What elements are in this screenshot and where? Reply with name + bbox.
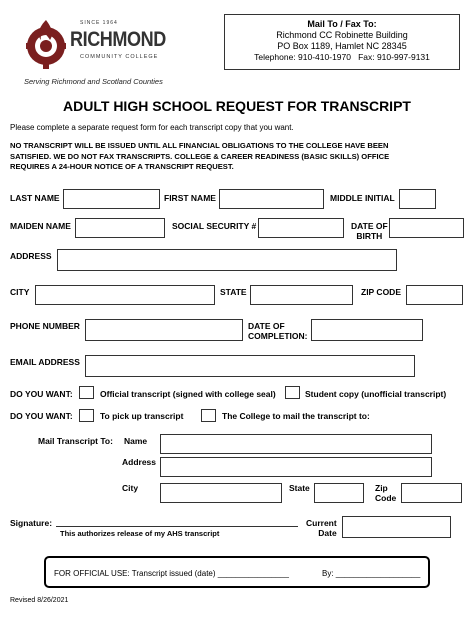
dob-label-1: DATE OF [351,221,388,231]
mail-name-label: Name [124,436,148,446]
middle-initial-field[interactable] [399,189,436,209]
logo-name: RICHMOND [70,28,166,51]
completion-field[interactable] [311,319,423,341]
phone-label: PHONE NUMBER [10,321,80,331]
mail-city-label: City [122,483,139,493]
mail-zip-label-2: Code [375,493,397,503]
student-copy-checkbox[interactable] [285,386,300,399]
pickup-label: To pick up transcript [100,411,184,421]
official-transcript-checkbox[interactable] [79,386,94,399]
logo-sub: COMMUNITY COLLEGE [80,54,159,60]
maiden-name-label: MAIDEN NAME [10,221,71,231]
city-field[interactable] [35,285,215,305]
mail-heading: Mail To / Fax To: [307,19,377,29]
logo-since: SINCE 1964 [80,20,118,26]
first-name-label: FIRST NAME [164,193,216,203]
ssn-field[interactable] [258,218,344,238]
first-name-field[interactable] [219,189,324,209]
mail-transcript-label: Mail Transcript To: [38,436,113,446]
state-field[interactable] [250,285,353,305]
completion-label [248,321,308,341]
mail-line3: Telephone: 910-410-1970 Fax: 910-997-9131 [254,52,430,62]
instructions: Please complete a separate request form for each transcript copy that you want. [10,123,294,132]
mail-zip-field[interactable] [401,483,462,503]
middle-initial-label: MIDDLE INITIAL [330,193,395,203]
notice-line1: NO TRANSCRIPT WILL BE ISSUED UNTIL ALL FINANCIAL OBLIGATIONS TO THE COLLEGE HAVE BEEN [10,141,389,150]
maiden-name-field[interactable] [75,218,165,238]
phone-field[interactable] [85,319,243,341]
city-label: CITY [10,287,30,297]
notice-line2: SATISFIED. WE DO NOT FAX TRANSCRIPTS. COLLEGE & CAREER READINESS (BASIC SKILLS) OFFICE [10,151,390,161]
mail-address-label: Address [122,457,157,467]
notice [10,141,389,173]
want1-label: DO YOU WANT: [10,389,73,399]
last-name-field[interactable] [63,189,160,209]
email-label: EMAIL ADDRESS [10,357,80,367]
zip-label: ZIP CODE [361,287,401,297]
mail-state-label: State [289,483,310,493]
current-date-field[interactable] [342,516,451,538]
mail-zip-label [375,483,396,503]
mail-line1: Richmond CC Robinette Building [276,30,408,40]
completion-label-2: COMPLETION: [248,331,308,341]
address-label: ADDRESS [10,251,52,261]
address-field[interactable] [57,249,397,271]
signature-line[interactable] [56,526,298,527]
last-name-label: LAST NAME [10,193,60,203]
dob-field[interactable] [389,218,464,238]
dob-label [351,221,388,241]
email-field[interactable] [85,355,415,377]
logo [22,14,166,76]
mail-checkbox[interactable] [201,409,216,422]
official-use-by: By: ___________________ [322,569,421,578]
mail-to-box [224,14,460,70]
page-title: ADULT HIGH SCHOOL REQUEST FOR TRANSCRIPT [63,98,411,114]
current-date-label-1: Current [306,518,337,528]
pickup-checkbox[interactable] [79,409,94,422]
state-label: STATE [220,287,247,297]
mail-city-field[interactable] [160,483,282,503]
current-date-label [306,518,337,538]
want2-label: DO YOU WANT: [10,411,73,421]
mail-line2: PO Box 1189, Hamlet NC 28345 [277,41,407,51]
mail-option-label: The College to mail the transcript to: [222,411,370,421]
official-use-text: FOR OFFICIAL USE: Transcript issued (date) ________________ [54,569,289,578]
official-use-box [44,556,430,588]
mail-name-field[interactable] [160,434,432,454]
official-transcript-label: Official transcript (signed with college seal) [100,389,276,399]
mail-address-field[interactable] [160,457,432,477]
ssn-label: SOCIAL SECURITY # [172,221,257,231]
completion-label-1: DATE OF [248,321,285,331]
flame-gear-icon [24,18,68,70]
zip-field[interactable] [406,285,463,305]
current-date-label-2: Date [318,528,337,538]
notice-line3: REQUIRES A 24-HOUR NOTICE OF A TRANSCRIPT REQUEST. [10,162,234,171]
tagline: Serving Richmond and Scotland Counties [24,77,163,86]
signature-auth: This authorizes release of my AHS transcript [60,529,220,538]
revised-date: Revised 8/26/2021 [10,597,69,604]
signature-label: Signature: [10,518,53,528]
mail-zip-label-1: Zip [375,483,388,493]
student-copy-label: Student copy (unofficial transcript) [305,389,447,399]
dob-label-2: BIRTH [356,231,383,241]
mail-state-field[interactable] [314,483,364,503]
